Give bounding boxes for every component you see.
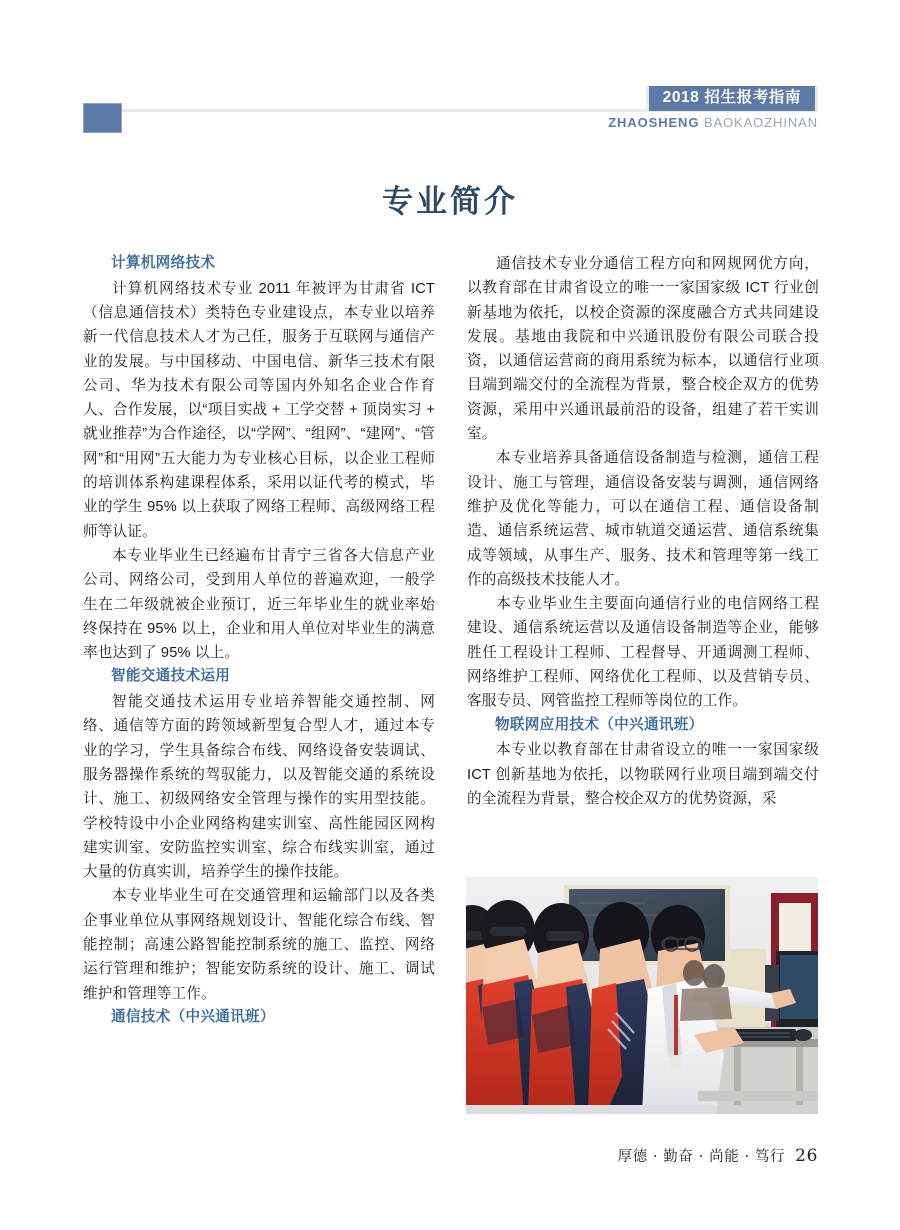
classroom-photo-illustration xyxy=(466,877,818,1114)
header-title-badge xyxy=(646,86,818,111)
paragraph-intelligent-transport-careers: 本专业毕业生可在交通管理和运输部门以及各类企事业单位从事网络规划设计、智能化综合布线、智能控制；高速公路智能控制系统的施工、监控、网络运行管理和维护；智能安防系统的设计、施工、调试维护和管理等工作。 xyxy=(83,888,435,1002)
paragraph-computer-network-intro: 计算机网络技术专业 2011 年被评为甘肃省 ICT（信息通信技术）类特色专业建设点，本专业以培养新一代信息技术人才为己任，服务于互联网与通信产业的发展。与中国移动、中国电信、新华三技术有限公司、华为技术有限公司等国内外知名企业合作育人、合作发展，以“项目实战 + 工学交替 + 顶岗实习 + 就业推荐”为合作途径，以“学网”、“组网”、“建网”、“管网”和“用网”五大能力为专业核心目标，以企业工程师的培训体系构建课程体系，采用以证代考的模式，毕业的学生 95% 以上获取了网络工程师、高级网络工程师等认证。 xyxy=(83,280,435,540)
section-heading-computer-network: 计算机网络技术 xyxy=(111,255,216,271)
section-heading-iot-application: 物联网应用技术（中兴通讯班） xyxy=(495,716,704,733)
paragraph-computer-network-employment: 本专业毕业生已经遍布甘青宁三省各大信息产业公司、网络公司，受到用人单位的普遍欢迎，一般学生在二年级就被企业预订，近三年毕业生的就业率始终保持在 95% 以上，企业和用人单位对毕业生的满意率也达到了 95% 以上。 xyxy=(83,547,435,662)
right-column xyxy=(467,252,819,811)
running-header xyxy=(0,86,900,146)
page-title: 专业简介 xyxy=(382,184,518,220)
header-pinyin-subtitle xyxy=(608,115,818,130)
header-pinyin-bold: ZHAOSHENG xyxy=(608,115,700,130)
header-accent-square xyxy=(83,103,122,133)
footer-motto: 厚德 · 勤奋 · 尚能 · 笃行 xyxy=(617,1149,786,1165)
paragraph-communication-careers: 本专业毕业生主要面向通信行业的电信网络工程建设、通信系统运营以及通信设备制造等企业，能够胜任工程设计工程师、工程督导、开通调测工程师、网络维护工程师、网络优化工程师、以及营销专员、客服专员、网管监控工程师等岗位的工作。 xyxy=(467,596,819,710)
classroom-photo xyxy=(466,877,818,1114)
paragraph-intelligent-transport-intro: 智能交通技术运用专业培养智能交通控制、网络、通信等方面的跨领域新型复合型人才，通过本专业的学习，学生具备综合布线、网络设备安装调试、服务器操作系统的驾驭能力，以及智能交通的系统设计、施工、初级网络安全管理与操作的实用型技能。学校特设中小企业网络构建实训室、高性能园区网构建实训室、安防监控实训室、综合布线实训室，通过大量的仿真实训，培养学生的操作技能。 xyxy=(83,694,435,881)
paragraph-communication-skills: 本专业培养具备通信设备制造与检测，通信工程设计、施工与管理，通信设备安装与调测，通信网络维护及优化等能力，可以在通信工程、通信设备制造、通信系统运营、城市轨道交通运营、通信系统集成等领域，从事生产、服务、技术和管理等第一线工作的高级技术技能人才。 xyxy=(467,450,819,588)
paragraph-communication-directions: 通信技术专业分通信工程方向和网规网优方向，以教育部在甘肃省设立的唯一一家国家级 ICT 行业创新基地为依托，以校企资源的深度融合方式共同建设发展。基地由我院和中兴通讯股份有限公司联合投资，以通信运营商的商用系统为标本，以通信行业项目端到端交付的全流程为背景，整合校企双方的优势资源，采用中兴通讯最前沿的设备，组建了若干实训室。 xyxy=(467,256,819,443)
header-pinyin-light: BAOKAOZHINAN xyxy=(703,115,818,130)
page-footer xyxy=(617,1145,818,1166)
section-heading-intelligent-transport: 智能交通技术运用 xyxy=(111,668,231,685)
paragraph-iot-intro: 本专业以教育部在甘肃省设立的唯一一家国家级 ICT 创新基地为依托，以物联网行业项目端到端交付的全流程为背景，整合校企双方的优势资源，采 xyxy=(467,742,819,807)
left-column xyxy=(83,252,435,1031)
header-title-text: 2018 招生报考指南 xyxy=(662,89,801,106)
section-heading-communication-technology: 通信技术（中兴通讯班） xyxy=(111,1008,275,1025)
page-number: 26 xyxy=(795,1146,818,1166)
